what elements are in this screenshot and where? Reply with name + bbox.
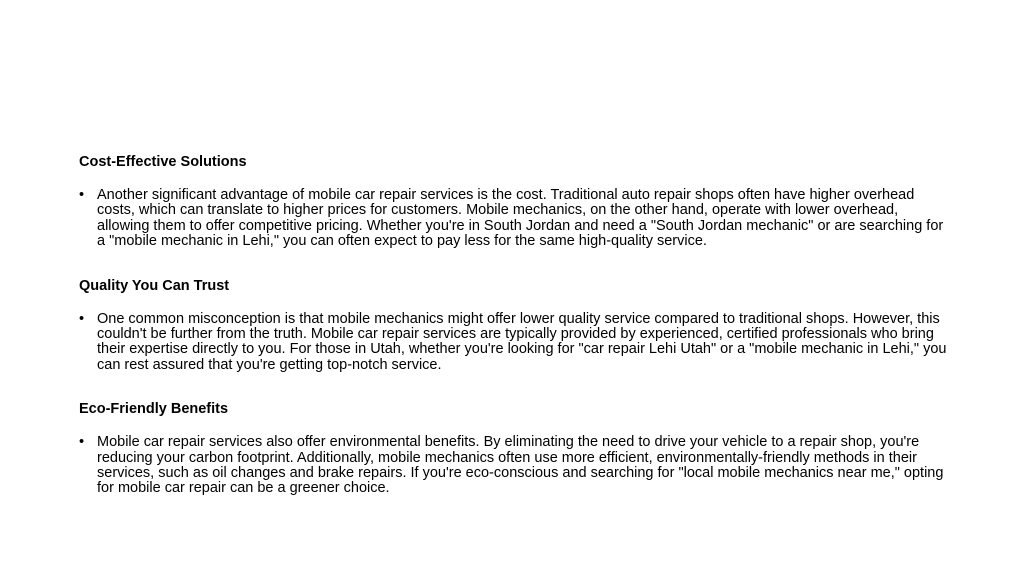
section-heading: Cost-Effective Solutions	[79, 154, 247, 170]
section-heading: Eco-Friendly Benefits	[79, 401, 229, 418]
section-cost-effective	[79, 154, 949, 250]
bullet-icon: •	[79, 187, 85, 203]
section-eco-friendly	[79, 401, 949, 497]
bullet-icon: •	[79, 434, 85, 451]
slide-content	[79, 154, 949, 497]
bullet-icon: •	[79, 310, 85, 327]
bullet-text: Another significant advantage of mobile car repair services is the cost. Traditional auto repair shops often have higher overhead costs, which can translate to higher prices for customers. Mobile mechanics, on the other hand, operate with lower overhead, allowing them to offer competitive pricing. Whether you're in South Jordan and need a "South Jordan mechanic" or are searching for a "mobile mechanic in Lehi," you can often expect to pay less for the same high-quality service.	[97, 187, 944, 250]
bullet-paragraph	[79, 312, 949, 374]
bullet-text: Mobile car repair services also offer environmental benefits. By eliminating the need to drive your vehicle to a repair shop, you're reducing your carbon footprint. Additionally, mobile mechanics often use more efficient, environmentally-friendly methods in their services, such as oil changes and brake repairs. If you're eco-conscious and searching for "local mobile mechanics near me," opting for mobile car repair can be a greener choice.	[97, 434, 944, 497]
section-quality	[79, 278, 949, 374]
section-heading: Quality You Can Trust	[79, 277, 230, 294]
bullet-paragraph	[79, 435, 949, 497]
bullet-paragraph	[79, 188, 949, 250]
bullet-text: One common misconception is that mobile mechanics might offer lower quality service compared to traditional shops. However, this couldn't be further from the truth. Mobile car repair services are typically provided by experienced, certified professionals who bring their expertise directly to you. For those in Utah, whether you're looking for "car repair Lehi Utah" or a "mobile mechanic in Lehi," you can rest assured that you're getting top-notch service.	[97, 310, 947, 373]
